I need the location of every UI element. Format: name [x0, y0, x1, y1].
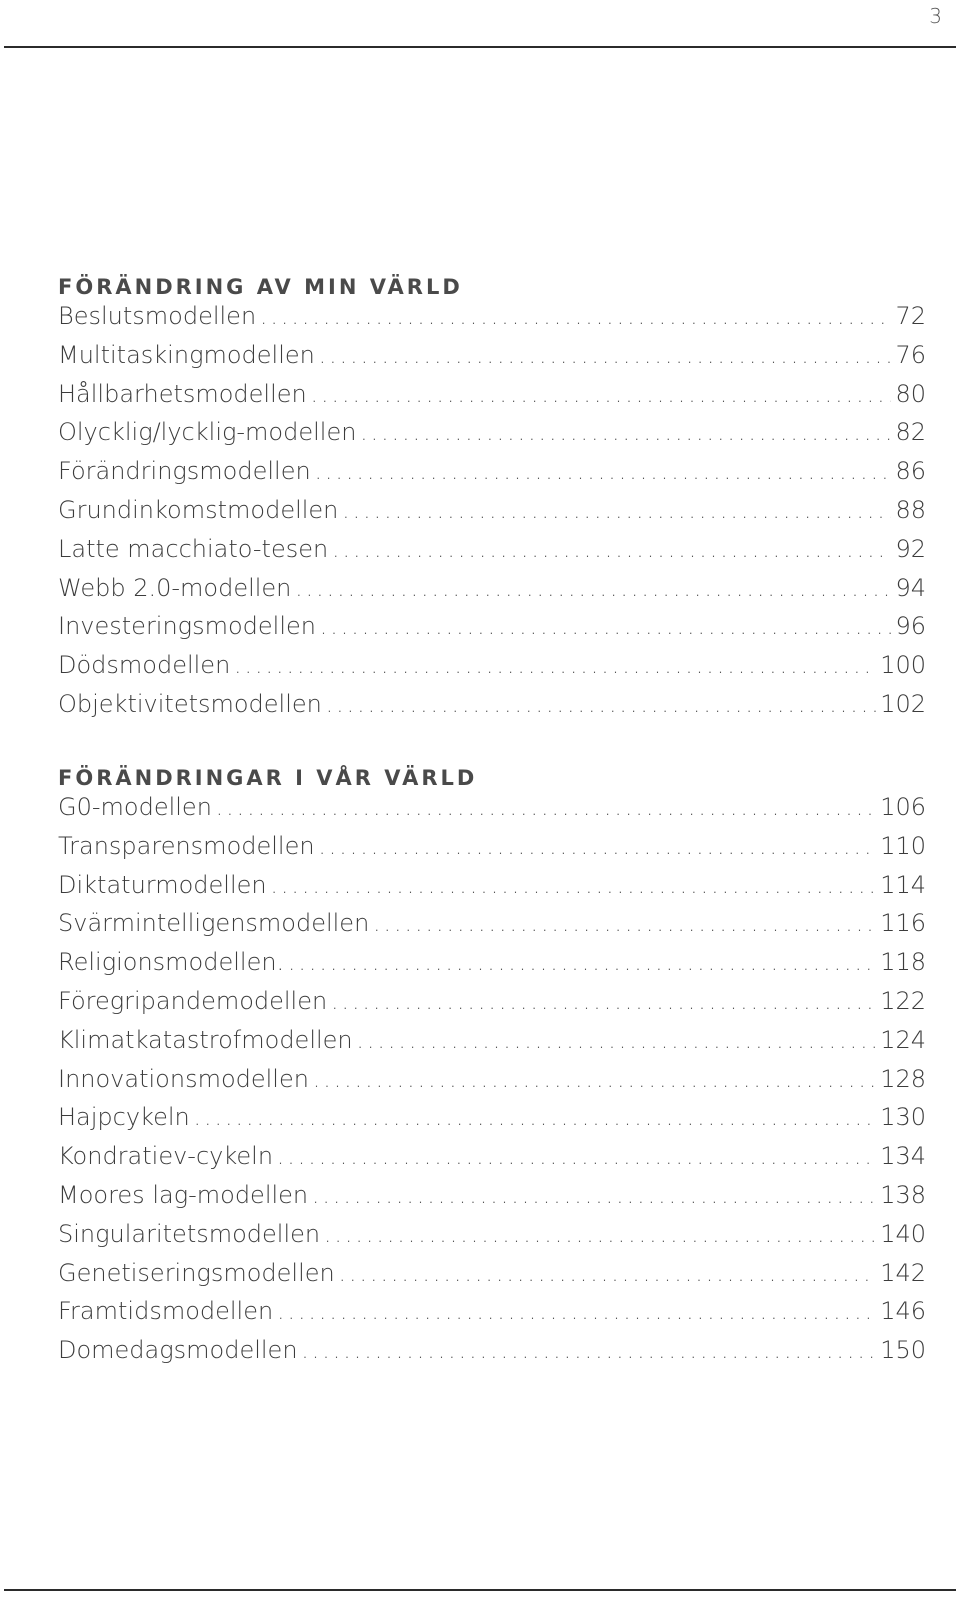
toc-entry[interactable] — [58, 418, 926, 457]
toc-section-2 — [58, 763, 926, 1375]
dot-leader — [271, 874, 877, 899]
toc-entry[interactable] — [58, 457, 926, 496]
dot-leader — [319, 835, 877, 860]
entry-page: 124 — [880, 1025, 926, 1054]
entry-page: 80 — [895, 379, 926, 408]
entry-page: 146 — [880, 1297, 926, 1326]
dot-leader — [315, 460, 892, 485]
toc-entry[interactable] — [58, 302, 926, 341]
dot-leader — [319, 344, 892, 369]
entry-page: 102 — [880, 689, 926, 718]
entry-title: Hållbarhetsmodellen — [58, 379, 307, 408]
entry-page: 134 — [880, 1142, 926, 1171]
entry-title: Multitaskingmodellen — [58, 340, 315, 369]
entry-title: Klimatkatastrofmodellen — [58, 1025, 353, 1054]
entry-page: 128 — [880, 1064, 926, 1093]
toc-entry[interactable] — [58, 1026, 926, 1065]
entry-title: Genetiseringsmodellen — [58, 1258, 335, 1287]
entry-title: Religionsmodellen. — [58, 948, 285, 977]
toc-entry[interactable] — [58, 793, 926, 832]
page-number: 3 — [929, 4, 942, 28]
toc-entry[interactable] — [58, 1181, 926, 1220]
entry-title: Diktaturmodellen — [58, 870, 267, 899]
entry-page: 138 — [880, 1180, 926, 1209]
entry-page: 130 — [880, 1103, 926, 1132]
dot-leader — [260, 305, 891, 330]
dot-leader — [312, 1184, 876, 1209]
dot-leader — [234, 654, 876, 679]
entry-title: Dödsmodellen — [58, 651, 231, 680]
toc-entry[interactable] — [58, 1142, 926, 1181]
entry-title: Olycklig/lycklig-modellen — [58, 418, 357, 447]
top-divider — [4, 46, 956, 48]
entry-title: Domedagsmodellen — [58, 1336, 298, 1365]
toc-entry[interactable] — [58, 1220, 926, 1259]
section-heading: FÖRÄNDRINGAR I VÅR VÄRLD — [58, 766, 478, 790]
dot-leader — [288, 951, 876, 976]
toc-entry[interactable] — [58, 496, 926, 535]
toc-entry[interactable] — [58, 1297, 926, 1336]
toc-entry[interactable] — [58, 948, 926, 987]
entry-title: Framtidsmodellen — [58, 1297, 274, 1326]
toc-entry[interactable] — [58, 651, 926, 690]
entry-title: G0-modellen — [58, 793, 212, 821]
entry-title: Webb 2.0-modellen — [58, 573, 292, 602]
toc-entry[interactable] — [58, 341, 926, 380]
entry-title: Kondratiev-cykeln — [58, 1142, 274, 1171]
entry-page: 76 — [895, 340, 926, 369]
dot-leader — [320, 615, 891, 640]
dot-leader — [357, 1029, 877, 1054]
entry-page: 92 — [895, 534, 926, 563]
entry-page: 118 — [880, 948, 926, 977]
dot-leader — [302, 1339, 877, 1364]
entry-page: 96 — [895, 612, 926, 641]
entry-page: 82 — [895, 418, 926, 447]
dot-leader — [332, 538, 891, 563]
entry-page: 116 — [880, 909, 926, 938]
toc-section-1 — [58, 272, 926, 729]
dot-leader — [342, 499, 891, 524]
toc-entry[interactable] — [58, 1065, 926, 1104]
toc-entry[interactable] — [58, 987, 926, 1026]
entry-title: Hajpcykeln — [58, 1103, 190, 1132]
entry-title: Investeringsmodellen — [58, 612, 316, 641]
dot-leader — [277, 1145, 876, 1170]
entry-title: Beslutsmodellen — [58, 302, 257, 330]
toc-entry[interactable] — [58, 871, 926, 910]
entry-page: 106 — [880, 793, 926, 821]
entry-page: 122 — [880, 986, 926, 1015]
dot-leader — [216, 796, 876, 821]
toc-entry[interactable] — [58, 612, 926, 651]
entry-page: 94 — [895, 573, 926, 602]
dot-leader — [360, 421, 891, 446]
dot-leader — [313, 1068, 876, 1093]
entry-title: Singularitetsmodellen — [58, 1219, 321, 1248]
entry-title: Föregripandemodellen — [58, 986, 328, 1015]
entry-title: Grundinkomstmodellen — [58, 495, 339, 524]
entry-title: Förändringsmodellen — [58, 457, 311, 486]
toc-entry[interactable] — [58, 1259, 926, 1298]
dot-leader — [295, 577, 891, 602]
entry-title: Svärmintelligensmodellen — [58, 909, 370, 938]
entry-page: 140 — [880, 1219, 926, 1248]
dot-leader — [311, 383, 892, 408]
toc-entry[interactable] — [58, 690, 926, 729]
entry-page: 114 — [880, 870, 926, 899]
dot-leader — [331, 990, 876, 1015]
dot-leader — [339, 1262, 876, 1287]
entry-page: 88 — [895, 495, 926, 524]
toc-entry[interactable] — [58, 1103, 926, 1142]
bottom-divider — [4, 1589, 956, 1591]
entry-page: 100 — [880, 651, 926, 680]
entry-page: 72 — [895, 302, 926, 330]
toc-entry[interactable] — [58, 832, 926, 871]
entry-title: Transparensmodellen — [58, 831, 315, 860]
entry-page: 150 — [880, 1336, 926, 1365]
dot-leader — [326, 693, 876, 718]
entry-page: 86 — [895, 457, 926, 486]
entry-title: Latte macchiato-tesen — [58, 534, 329, 563]
dot-leader — [373, 912, 876, 937]
toc-entry[interactable] — [58, 380, 926, 419]
dot-leader — [194, 1106, 876, 1131]
entry-title: Objektivitetsmodellen — [58, 689, 322, 718]
entry-title: Innovationsmodellen — [58, 1064, 309, 1093]
dot-leader — [277, 1300, 876, 1325]
toc-entry[interactable] — [58, 909, 926, 948]
toc-entry[interactable] — [58, 1336, 926, 1375]
toc-entry[interactable] — [58, 574, 926, 613]
dot-leader — [324, 1223, 876, 1248]
toc-entry[interactable] — [58, 535, 926, 574]
entry-page: 110 — [880, 831, 926, 860]
section-heading: FÖRÄNDRING AV MIN VÄRLD — [58, 275, 463, 299]
entry-page: 142 — [880, 1258, 926, 1287]
entry-title: Moores lag-modellen — [58, 1180, 309, 1209]
